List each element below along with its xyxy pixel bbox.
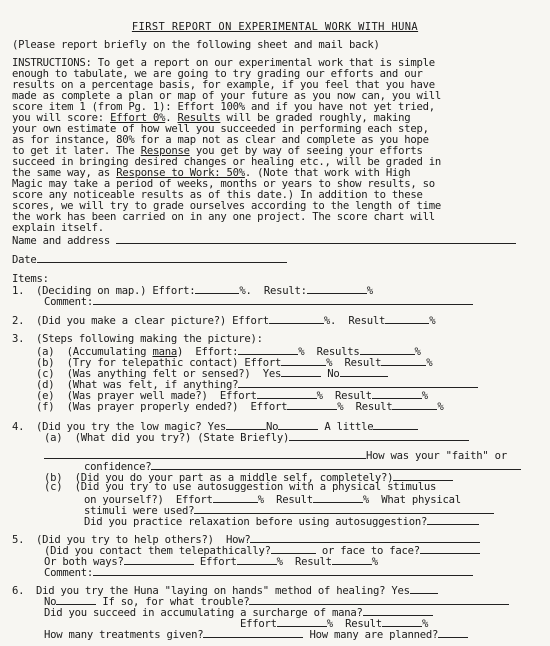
result-field[interactable] — [313, 493, 363, 503]
item-5-comment — [44, 566, 546, 579]
text: (b) (Did you do your part as a middle self, completely?) — [44, 472, 394, 484]
answer-field[interactable] — [249, 595, 509, 605]
answer-field[interactable] — [289, 431, 469, 441]
result-label: Result: — [263, 285, 307, 297]
text: Effort — [199, 556, 237, 568]
text: (d) (What was felt, if anything? — [36, 379, 239, 391]
text: you will score: — [12, 112, 111, 124]
item-3f — [36, 400, 546, 413]
text: How was your "faith" or — [366, 450, 507, 462]
effort-field[interactable] — [195, 284, 239, 294]
item-number: 3. — [12, 333, 25, 345]
text: confidence? — [84, 461, 152, 473]
name-address-row — [12, 234, 546, 247]
text: (a) (What did you try?) (State Briefly) — [44, 432, 290, 444]
comment-field[interactable] — [93, 295, 473, 305]
text: % Result — [276, 556, 332, 568]
item-2 — [12, 314, 546, 327]
percent-sign: %. — [239, 285, 252, 297]
underlined-text: Effort 0% — [110, 112, 166, 124]
result-field[interactable] — [372, 389, 422, 399]
percent-sign: % — [437, 401, 444, 413]
text: A little — [324, 421, 374, 433]
text: on yourself?) Effort — [84, 494, 213, 506]
item-question: (Steps following making the picture): — [36, 333, 263, 345]
percent-sign: % — [426, 357, 433, 369]
result-field[interactable] — [332, 555, 372, 565]
effort-field[interactable] — [281, 356, 326, 366]
item-1-comment — [44, 295, 546, 308]
item-number: 6. — [12, 585, 25, 597]
date-field[interactable] — [37, 253, 287, 263]
instructions-line: results on a percentage basis, for example, if you feel that you have — [12, 79, 435, 91]
text: to get it later. The — [12, 145, 141, 157]
answer-field[interactable] — [427, 515, 479, 525]
text: How many treatments given? — [44, 629, 204, 641]
percent-sign: % — [429, 315, 436, 327]
text: % Result — [316, 390, 372, 402]
text: % Result — [337, 401, 393, 413]
text: No — [44, 596, 57, 608]
percent-sign: % — [366, 285, 373, 297]
yes-field[interactable] — [226, 420, 266, 430]
text: If so, for what trouble? — [102, 596, 250, 608]
text: Or both ways? — [44, 556, 124, 568]
text: % Result — [257, 494, 313, 506]
item-number: 4. — [12, 421, 25, 433]
text: Did you practice relaxation before using autosuggestion? — [84, 516, 428, 528]
underlined-text: Response to Work: 50% — [116, 167, 245, 179]
answer-field[interactable] — [393, 471, 453, 481]
instructions-line: made as complete a plan or map of your future as you now can, you will — [12, 90, 441, 102]
underlined-text: mana — [152, 346, 177, 358]
percent-sign: %. — [323, 315, 337, 327]
percent-sign: % — [421, 390, 428, 402]
text: No — [265, 421, 279, 433]
answer-field[interactable] — [271, 544, 316, 554]
effort-field[interactable] — [287, 400, 337, 410]
result-field[interactable] — [307, 284, 367, 294]
answer-field[interactable] — [44, 449, 366, 459]
text: Did you succeed in accumulating a surcharge of mana? — [44, 607, 363, 619]
effort-field[interactable] — [269, 314, 324, 324]
instructions-line: score item 1 (from Pg. 1): Effort 100% and if you have not yet tried, — [12, 101, 435, 113]
text: % Result — [326, 357, 382, 369]
text: (a) (Accumulating — [36, 346, 153, 358]
instructions-line: scores, we will try to grade ourselves according to the length of time — [12, 200, 441, 212]
instructions-line: score any noticeable results as of this date.) In addition to these — [12, 189, 423, 201]
little-field[interactable] — [373, 420, 418, 430]
item-question: (Did you try to help others?) How? — [36, 534, 251, 546]
effort-field[interactable] — [257, 389, 317, 399]
subtitle: (Please report briefly on the following sheet and mail back) — [12, 39, 380, 51]
text: % Results — [298, 346, 360, 358]
item-number: 2. — [12, 315, 25, 327]
text: . — [165, 112, 178, 124]
text: (b) (Try for telepathic contact) Effort — [36, 357, 282, 369]
text: % What physical — [362, 494, 461, 506]
text: . (Note that work with High — [244, 167, 411, 179]
text: you get by way of seeing your efforts — [189, 145, 423, 157]
date-row — [12, 253, 546, 266]
text: ) Effort: — [176, 346, 239, 358]
instructions-line: Magic may take a period of weeks, months or years to show results, so — [12, 178, 435, 190]
text: (c) (Was anything felt or sensed?) Yes — [36, 368, 282, 380]
comment-label: Comment: — [44, 296, 94, 308]
item-question: (Did you make a clear picture?) Effort — [36, 315, 269, 327]
instructions-line: as for instance, 80% for a map not as clear and complete as you hope — [12, 134, 429, 146]
answer-field[interactable] — [194, 504, 494, 514]
answer-field[interactable] — [438, 628, 468, 638]
percent-sign: % — [421, 618, 429, 630]
comment-label: Comment: — [44, 567, 94, 579]
effort-field[interactable] — [238, 345, 298, 355]
no-field[interactable] — [278, 420, 318, 430]
item-number: 5. — [12, 534, 25, 546]
item-question: Did you try the Huna "laying on hands" method of healing? Yes — [36, 585, 410, 597]
instructions-line: your own estimate of how well you succeeded in performing each step, — [12, 123, 429, 135]
item-4c-relax — [84, 515, 546, 528]
text: (f) (Was prayer properly ended?) Effort — [36, 401, 288, 413]
answer-field[interactable] — [250, 533, 480, 543]
answer-field[interactable] — [420, 544, 480, 554]
text: % Result — [326, 618, 382, 630]
answer-field[interactable] — [238, 378, 478, 388]
result-field[interactable] — [360, 345, 415, 355]
result-field[interactable] — [381, 356, 426, 366]
text: the same way, as — [12, 167, 117, 179]
answer-field[interactable] — [124, 555, 194, 565]
answer-field[interactable] — [363, 606, 433, 616]
name-address-label: Name and address — [12, 235, 111, 247]
result-field[interactable] — [385, 314, 429, 324]
answer-field[interactable] — [151, 460, 521, 470]
effort-field[interactable] — [237, 555, 277, 565]
underlined-text: Response — [140, 145, 190, 157]
no-field[interactable] — [56, 595, 96, 605]
text: stimuli were used? — [84, 505, 195, 517]
result-field[interactable] — [382, 617, 422, 627]
item-3 — [12, 334, 546, 345]
text: will be graded roughly, making — [220, 112, 411, 124]
text: or face to face? — [321, 545, 420, 557]
text: No — [327, 368, 340, 380]
item-question: (Did you try the low magic? Yes — [36, 421, 226, 433]
item-6-treatments — [44, 628, 546, 641]
item-question: (Deciding on map.) Effort: — [36, 285, 196, 297]
text: How many are planned? — [309, 629, 439, 641]
name-address-field[interactable] — [116, 234, 516, 244]
text: (c) (Did you try to use autosuggestion with a physical stimulus — [44, 481, 437, 493]
date-label: Date — [12, 254, 37, 266]
item-4a — [44, 431, 546, 444]
underlined-text: Results — [177, 112, 221, 124]
answer-field[interactable] — [203, 628, 303, 638]
effort-field[interactable] — [277, 617, 327, 627]
effort-field[interactable] — [213, 493, 258, 503]
text: Effort — [240, 618, 277, 630]
text: (Did you contact them telepathically? — [44, 545, 271, 557]
items-label: Items: — [12, 273, 49, 285]
item-number: 1. — [12, 285, 25, 297]
result-label: Result — [348, 315, 386, 327]
instructions-line: INSTRUCTIONS: To get a report on our experimental work that is simple — [12, 57, 435, 69]
yes-field[interactable] — [410, 584, 438, 594]
instructions-line: the work has been carried on in any one project. The score chart will — [12, 211, 435, 223]
percent-sign: % — [414, 346, 421, 358]
result-field[interactable] — [392, 400, 437, 410]
percent-sign: % — [371, 556, 378, 568]
item-4c — [44, 482, 546, 493]
comment-field[interactable] — [93, 566, 473, 576]
text: (e) (Was prayer well made?) Effort — [36, 390, 257, 402]
no-field[interactable] — [340, 367, 388, 377]
yes-field[interactable] — [281, 367, 321, 377]
instructions-line: succeed in bringing desired changes or healing etc., will be graded in — [12, 156, 441, 168]
instructions-line: enough to tabulate, we are going to try grading our efforts and our — [12, 68, 423, 80]
page-title: FIRST REPORT ON EXPERIMENTAL WORK WITH HUNA — [131, 21, 419, 33]
instructions-line: explain itself. — [12, 222, 104, 234]
